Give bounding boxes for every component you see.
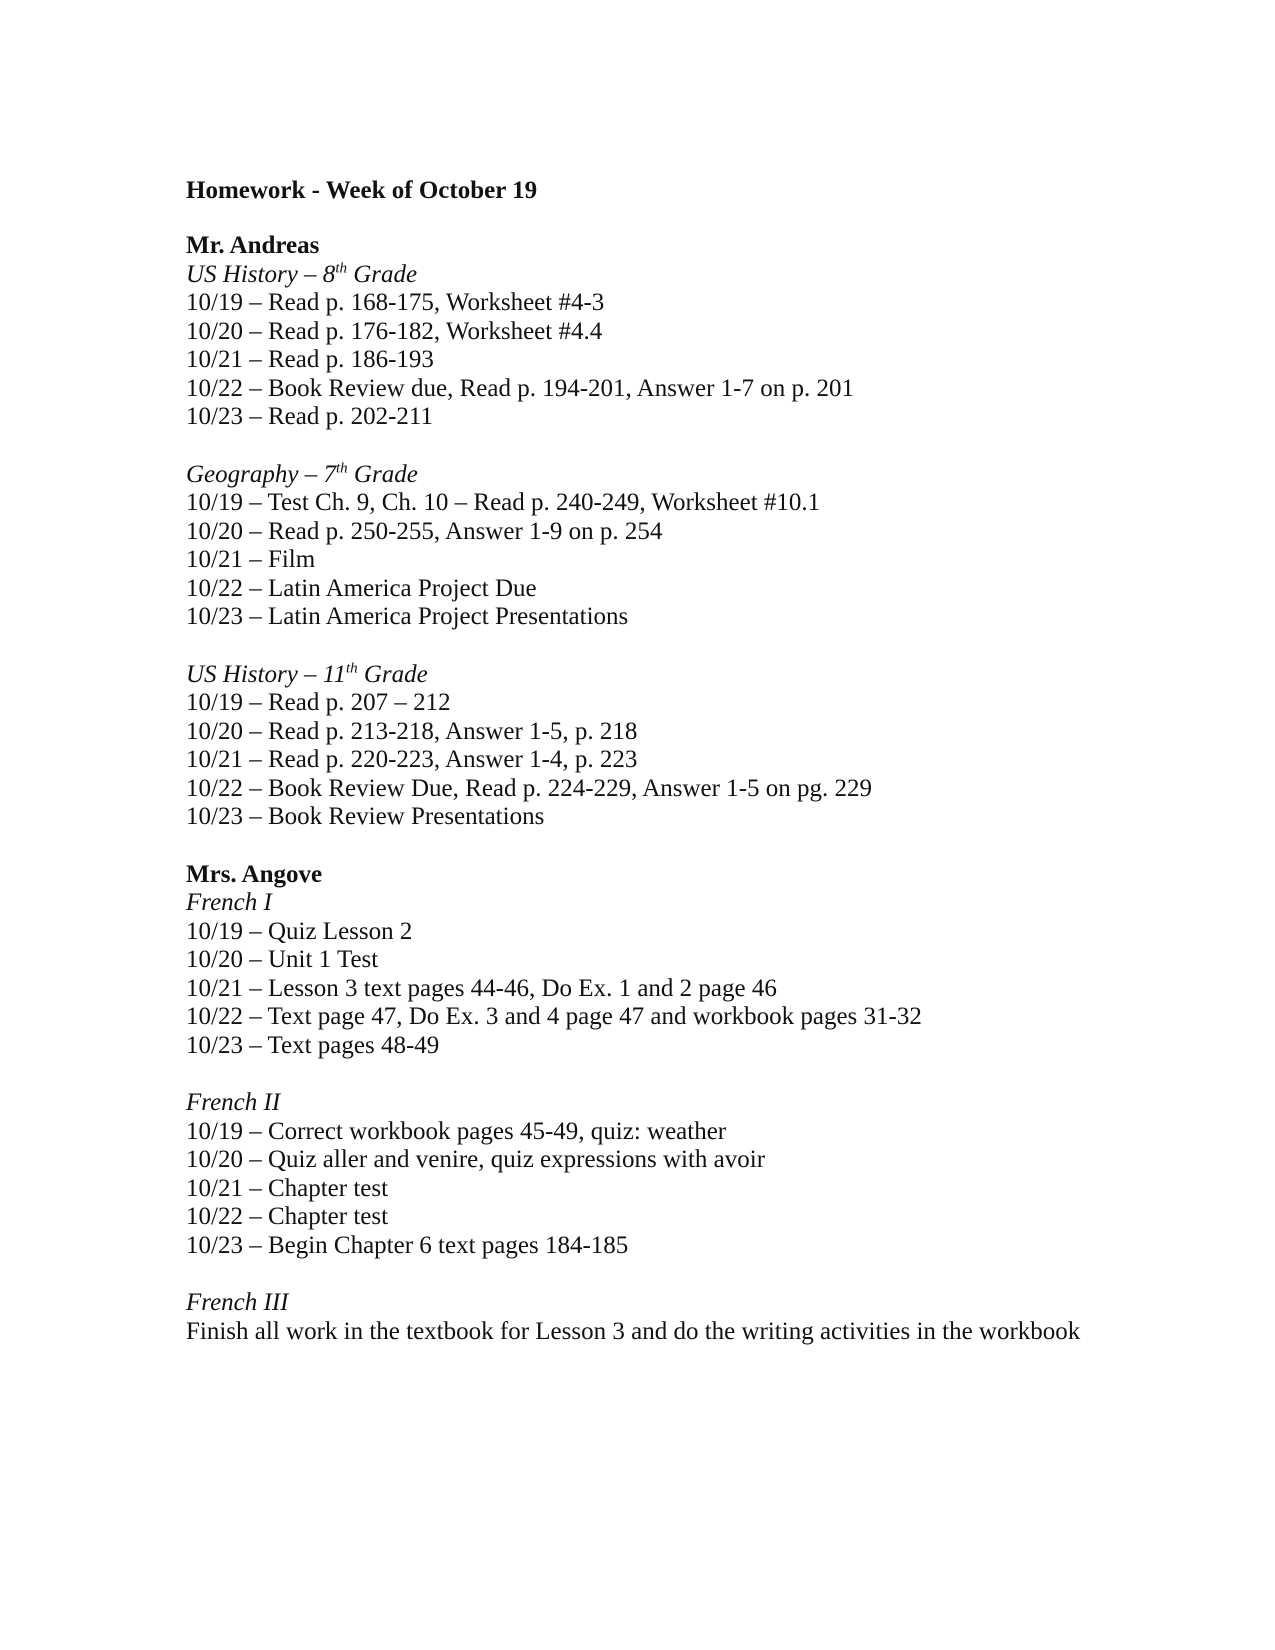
course-title-text: US History – 8: [186, 260, 336, 288]
course-geography-7: [186, 461, 1186, 632]
homework-entry: 10/23 – Begin Chapter 6 text pages 184-185: [186, 1231, 629, 1259]
homework-entry: 10/22 – Latin America Project Due: [186, 574, 537, 602]
course-title-superscript: th: [335, 260, 347, 277]
course-us-history-8: [186, 261, 1186, 432]
homework-entry: 10/23 – Text pages 48-49: [186, 1031, 440, 1059]
teacher-section-angove: [186, 861, 1186, 1347]
course-title: French III: [186, 1289, 289, 1316]
homework-entry: 10/20 – Unit 1 Test: [186, 946, 379, 973]
course-title: [186, 661, 1186, 690]
course-title: [186, 261, 1186, 290]
course-title: [186, 461, 1186, 490]
homework-entry: 10/22 – Book Review Due, Read p. 224-229, Answer 1-5 on pg. 229: [186, 774, 873, 802]
homework-entry: 10/22 – Text page 47, Do Ex. 3 and 4 page 47 and workbook pages 31-32: [186, 1003, 922, 1030]
homework-entry: 10/19 – Test Ch. 9, Ch. 10 – Read p. 240-249, Worksheet #10.1: [186, 489, 821, 516]
course-title-superscript: th: [335, 460, 348, 477]
homework-entry: 10/19 – Read p. 168-175, Worksheet #4-3: [186, 289, 605, 316]
course-title-suffix: Grade: [347, 460, 418, 488]
homework-entry: 10/21 – Film: [186, 546, 316, 573]
homework-entry: 10/19 – Read p. 207 – 212: [186, 689, 451, 716]
homework-note: Finish all work in the textbook for Lesson 3 and do the writing activities in the workbook: [186, 1317, 1081, 1345]
homework-entry: 10/21 – Read p. 220-223, Answer 1-4, p. 223: [186, 746, 638, 773]
page-title: Homework - Week of October 19: [186, 177, 538, 204]
course-title-text: Geography – 7: [186, 460, 336, 488]
teacher-name: Mr. Andreas: [186, 232, 320, 259]
course-title-text: US History – 11: [186, 660, 346, 688]
homework-entry: 10/21 – Read p. 186-193: [186, 346, 434, 373]
homework-entry: 10/22 – Chapter test: [186, 1203, 389, 1230]
course-us-history-11: [186, 661, 1186, 832]
homework-entry: 10/20 – Read p. 250-255, Answer 1-9 on p. 254: [186, 517, 663, 545]
homework-document: [186, 176, 1186, 1375]
course-title: French I: [186, 889, 272, 916]
teacher-section-andreas: [186, 232, 1186, 832]
course-french-2: [186, 1089, 1186, 1260]
homework-entry: 10/21 – Lesson 3 text pages 44-46, Do Ex. 1 and 2 page 46: [186, 974, 777, 1002]
teacher-name: Mrs. Angove: [186, 860, 323, 888]
homework-entry: 10/19 – Quiz Lesson 2: [186, 917, 413, 945]
homework-entry: 10/22 – Book Review due, Read p. 194-201, Answer 1-7 on p. 201: [186, 374, 854, 402]
course-title-suffix: Grade: [357, 660, 428, 688]
homework-entry: 10/23 – Read p. 202-211: [186, 403, 433, 430]
course-title: French II: [186, 1089, 281, 1116]
course-french-1: [186, 889, 1186, 1060]
homework-entry: 10/21 – Chapter test: [186, 1174, 389, 1202]
course-title-superscript: th: [345, 660, 358, 677]
course-title-suffix: Grade: [346, 260, 418, 288]
homework-entry: 10/19 – Correct workbook pages 45-49, quiz: weather: [186, 1117, 727, 1145]
homework-entry: 10/23 – Book Review Presentations: [186, 803, 545, 830]
homework-entry: 10/20 – Quiz aller and venire, quiz expressions with avoir: [186, 1146, 766, 1173]
homework-entry: 10/20 – Read p. 213-218, Answer 1-5, p. 218: [186, 717, 638, 745]
course-french-3: [186, 1289, 1186, 1346]
homework-entry: 10/23 – Latin America Project Presentations: [186, 603, 629, 630]
homework-entry: 10/20 – Read p. 176-182, Worksheet #4.4: [186, 317, 603, 345]
